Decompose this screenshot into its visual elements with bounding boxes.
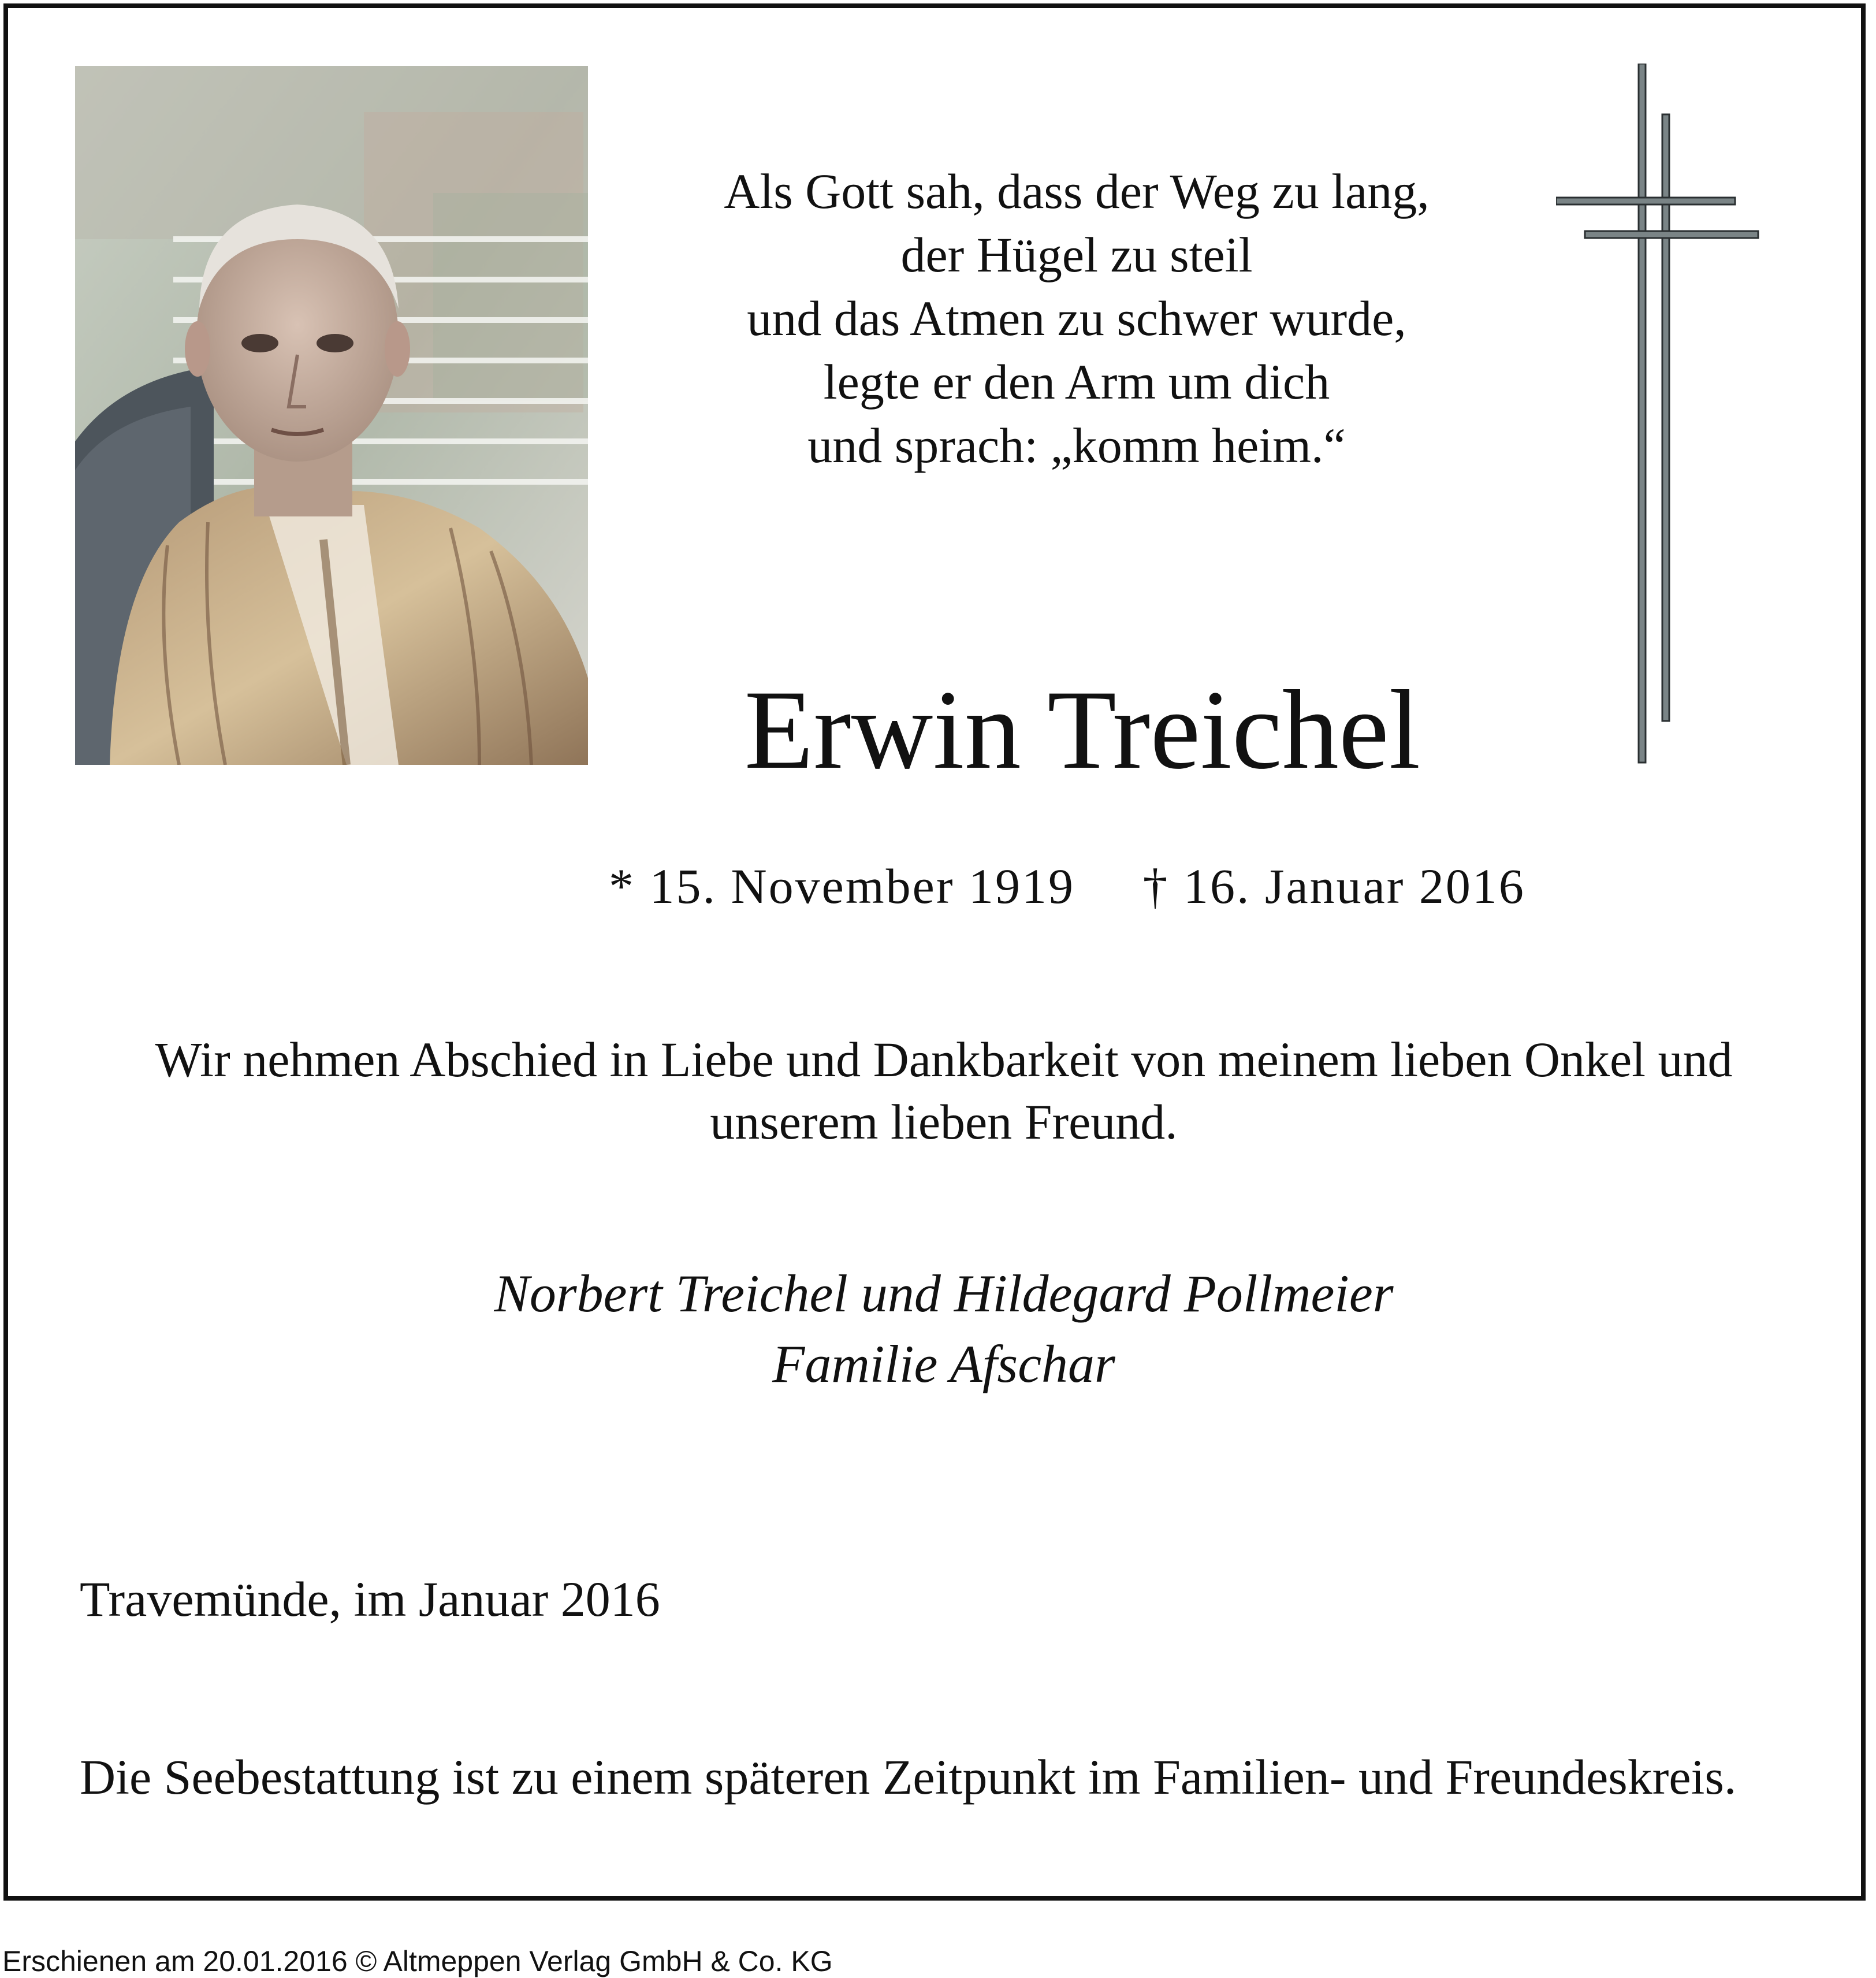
deceased-name: Erwin Treichel	[744, 667, 1421, 793]
verse-line: Als Gott sah, dass der Weg zu lang,	[724, 163, 1430, 219]
verse-line: legte er den Arm um dich	[823, 354, 1330, 410]
verse	[586, 159, 1568, 477]
verse-line: der Hügel zu steil	[900, 227, 1253, 282]
signer-line: Norbert Treichel und Hildegard Pollmeier	[494, 1264, 1394, 1323]
portrait-photo	[75, 66, 588, 765]
message-line: Wir nehmen Abschied in Liebe und Dankbarkeit von meinem lieben Onkel und	[155, 1032, 1733, 1087]
place-date: Travemünde, im Januar 2016	[80, 1571, 660, 1627]
farewell-message	[100, 1028, 1787, 1153]
birth-date: * 15. November 1919	[609, 858, 1075, 914]
obituary-frame	[3, 3, 1866, 1901]
life-dates	[609, 857, 1591, 915]
verse-line: und das Atmen zu schwer wurde,	[747, 291, 1406, 346]
verse-line: und sprach: „komm heim.“	[807, 418, 1346, 473]
death-date: † 16. Januar 2016	[1142, 858, 1525, 914]
signer-line: Familie Afschar	[772, 1334, 1115, 1393]
signers	[239, 1258, 1648, 1399]
publication-footer: Erschienen am 20.01.2016 © Altmeppen Verlag GmbH & Co. KG	[2, 1945, 833, 1977]
burial-notice: Die Seebestattung ist zu einem späteren Zeitpunkt im Familien- und Freundeskreis.	[80, 1749, 1737, 1805]
cross-icon	[1556, 64, 1776, 768]
message-line: unserem lieben Freund.	[710, 1094, 1178, 1150]
